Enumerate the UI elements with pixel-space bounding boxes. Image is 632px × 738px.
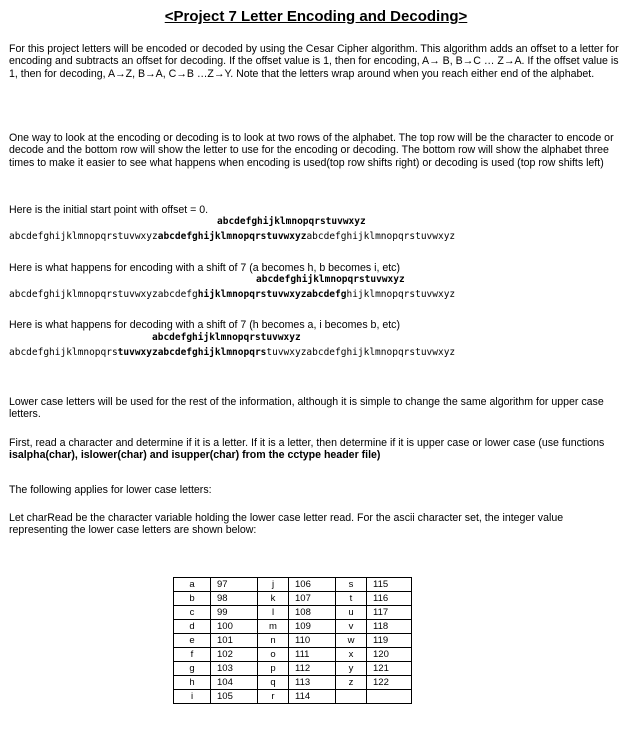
- table-cell: 98: [211, 592, 258, 606]
- lowercase-note-paragraph: Lower case letters will be used for the rest of the information, although it is simple to change the same algorithm for upper case letters.: [9, 396, 604, 421]
- example-encode-bottom-row: abcdefghijklmnopqrstuvwxyzabcdefghijklmnopqrstuvwxyzabcdefghijklmnopqrstuvwxyz: [9, 289, 456, 300]
- table-row: [174, 620, 412, 634]
- example-encode-top-row: abcdefghijklmnopqrstuvwxyz: [256, 274, 405, 285]
- table-cell: 99: [211, 606, 258, 620]
- table-cell: b: [174, 592, 211, 606]
- table-cell: r: [258, 690, 289, 704]
- cctype-paragraph: First, read a character and determine if it is a letter. If it is a letter, then determine if it is upper case or lower case (use functions isalpha(char), islower(char) and isupper(char) from the cctype header file): [9, 437, 605, 462]
- table-cell: 104: [211, 676, 258, 690]
- table-cell: x: [336, 648, 367, 662]
- table-cell: z: [336, 676, 367, 690]
- charread-paragraph: Let charRead be the character variable holding the lower case letter read. For the ascii character set, the integer value representing the lower case letters are shown below:: [9, 512, 564, 537]
- table-row: [174, 676, 412, 690]
- intro-paragraph: For this project letters will be encoded or decoded by using the Cesar Cipher algorithm. This algorithm adds an offset to a letter for encoding and subtracts an offset for decoding. If the offset value is 1, then for encoding, A→ B, B→C … Z→A. If the offset value is 1, then for decoding, A→Z, B→A, C→B …Z→Y. Note that the letters wrap around when you reach either end of the alphabet.: [9, 43, 619, 80]
- example-decode-bottom-row: abcdefghijklmnopqrstuvwxyzabcdefghijklmnopqrstuvwxyzabcdefghijklmnopqrstuvwxyz: [9, 347, 456, 358]
- two-rows-paragraph: One way to look at the encoding or decoding is to look at two rows of the alphabet. The top row will be the character to encode or decode and the bottom row will show the letter to use for the encoding or decoding. The bottom row will show the alphabet three times to make it easier to see what happens when encoding is used(top row shifts right) or decoding is used (top row shifts left): [9, 132, 614, 169]
- table-row: [174, 634, 412, 648]
- table-cell: 109: [289, 620, 336, 634]
- table-cell: 100: [211, 620, 258, 634]
- table-cell: 97: [211, 578, 258, 592]
- table-cell: q: [258, 676, 289, 690]
- table-cell: 103: [211, 662, 258, 676]
- table-row: [174, 648, 412, 662]
- table-cell: 116: [367, 592, 412, 606]
- table-cell: [367, 690, 412, 704]
- table-cell: 101: [211, 634, 258, 648]
- table-row: [174, 606, 412, 620]
- table-cell: 122: [367, 676, 412, 690]
- table-cell: j: [258, 578, 289, 592]
- table-cell: g: [174, 662, 211, 676]
- table-cell: 107: [289, 592, 336, 606]
- table-cell: v: [336, 620, 367, 634]
- table-row: [174, 578, 412, 592]
- table-cell: 114: [289, 690, 336, 704]
- table-cell: y: [336, 662, 367, 676]
- table-cell: 108: [289, 606, 336, 620]
- table-cell: 110: [289, 634, 336, 648]
- table-cell: s: [336, 578, 367, 592]
- table-cell: 118: [367, 620, 412, 634]
- table-cell: i: [174, 690, 211, 704]
- example-offset-0-bottom-row: abcdefghijklmnopqrstuvwxyzabcdefghijklmnopqrstuvwxyzabcdefghijklmnopqrstuvwxyz: [9, 231, 456, 242]
- table-cell: 121: [367, 662, 412, 676]
- table-cell: 102: [211, 648, 258, 662]
- table-cell: d: [174, 620, 211, 634]
- table-row: [174, 690, 412, 704]
- ascii-value-table: [173, 577, 412, 704]
- example-encode-lead: Here is what happens for encoding with a shift of 7 (a becomes h, b becomes i, etc): [9, 262, 400, 274]
- table-cell: c: [174, 606, 211, 620]
- table-cell: a: [174, 578, 211, 592]
- table-cell: u: [336, 606, 367, 620]
- table-cell: 120: [367, 648, 412, 662]
- table-cell: m: [258, 620, 289, 634]
- table-cell: 117: [367, 606, 412, 620]
- table-cell: l: [258, 606, 289, 620]
- example-decode-top-row: abcdefghijklmnopqrstuvwxyz: [152, 332, 301, 343]
- table-row: [174, 592, 412, 606]
- table-cell: n: [258, 634, 289, 648]
- table-cell: 112: [289, 662, 336, 676]
- table-cell: 115: [367, 578, 412, 592]
- table-cell: h: [174, 676, 211, 690]
- table-cell: 111: [289, 648, 336, 662]
- table-cell: w: [336, 634, 367, 648]
- example-decode-lead: Here is what happens for decoding with a shift of 7 (h becomes a, i becomes b, etc): [9, 319, 400, 331]
- table-cell: t: [336, 592, 367, 606]
- table-cell: k: [258, 592, 289, 606]
- example-offset-0-lead: Here is the initial start point with offset = 0.: [9, 204, 209, 216]
- table-cell: 119: [367, 634, 412, 648]
- table-cell: 105: [211, 690, 258, 704]
- table-cell: o: [258, 648, 289, 662]
- table-cell: f: [174, 648, 211, 662]
- table-cell: p: [258, 662, 289, 676]
- table-cell: [336, 690, 367, 704]
- lowercase-applies-paragraph: The following applies for lower case letters:: [9, 484, 212, 496]
- page-title: <Project 7 Letter Encoding and Decoding>: [164, 8, 468, 25]
- table-row: [174, 662, 412, 676]
- example-offset-0-top-row: abcdefghijklmnopqrstuvwxyz: [217, 216, 366, 227]
- table-cell: 113: [289, 676, 336, 690]
- table-cell: e: [174, 634, 211, 648]
- table-cell: 106: [289, 578, 336, 592]
